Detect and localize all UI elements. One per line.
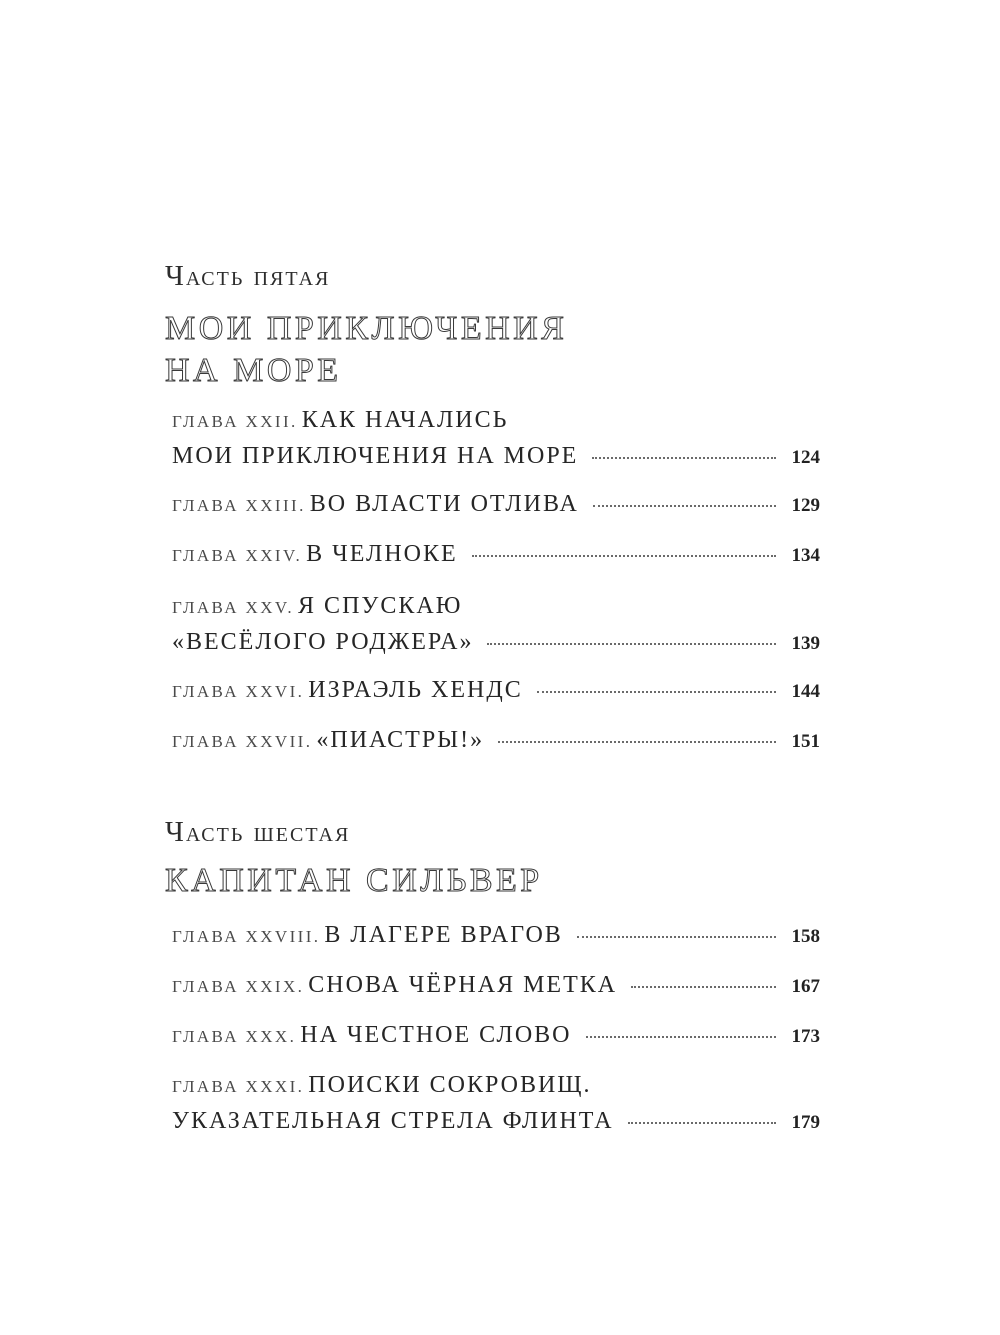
dot-leader	[593, 505, 776, 507]
part-5-header	[165, 258, 825, 392]
page-number: 173	[791, 1026, 820, 1047]
page-number: 179	[791, 1112, 820, 1133]
page-number: 158	[791, 926, 820, 947]
chapter-label: ГЛАВА XXIX.	[172, 977, 305, 996]
chapter-label: ГЛАВА XXII.	[172, 412, 298, 431]
chapter-title: «ПИАСТРЫ!»	[316, 727, 485, 753]
chapter-title: КАК НАЧАЛИСЬ	[301, 407, 509, 433]
chapter-label: ГЛАВА XXXI.	[172, 1077, 305, 1096]
dot-leader	[628, 1122, 776, 1124]
chapter-title: МОИ ПРИКЛЮЧЕНИЯ НА МОРЕ	[172, 443, 579, 469]
chapter-title: «ВЕСЁЛОГО РОДЖЕРА»	[172, 629, 474, 655]
page-number: 167	[791, 976, 820, 997]
toc-entry-chapter-30[interactable]	[172, 1017, 820, 1053]
chapter-title: Я СПУСКАЮ	[298, 593, 463, 619]
toc-entry-chapter-26[interactable]	[172, 672, 820, 708]
chapter-label: ГЛАВА XXVII.	[172, 732, 313, 751]
page-number: 124	[791, 447, 820, 468]
page-number: 134	[791, 545, 820, 566]
chapter-title: ИЗРАЭЛЬ ХЕНДС	[308, 677, 523, 703]
chapter-title: УКАЗАТЕЛЬНАЯ СТРЕЛА ФЛИНТА	[172, 1108, 614, 1134]
chapter-title: В ЛАГЕРЕ ВРАГОВ	[324, 922, 563, 948]
part-title-line: КАПИТАН СИЛЬВЕР	[165, 862, 543, 899]
toc-entry-chapter-29[interactable]	[172, 967, 820, 1003]
dot-leader	[592, 457, 776, 459]
dot-leader	[537, 691, 776, 693]
part-label: Часть пятая	[165, 260, 331, 292]
page-number: 129	[791, 495, 820, 516]
chapter-title: В ЧЕЛНОКЕ	[306, 541, 458, 567]
toc-entry-chapter-31[interactable]	[172, 1067, 820, 1139]
chapter-title: СНОВА ЧЁРНАЯ МЕТКА	[308, 972, 618, 998]
part-title-line: МОИ ПРИКЛЮЧЕНИЯ	[165, 310, 568, 347]
chapter-title: НА ЧЕСТНОЕ СЛОВО	[300, 1022, 572, 1048]
toc-entry-chapter-24[interactable]	[172, 536, 820, 572]
chapter-label: ГЛАВА XXVIII.	[172, 927, 321, 946]
chapter-label: ГЛАВА XXIII.	[172, 496, 306, 515]
part-label: Часть шестая	[165, 816, 351, 848]
toc-entry-chapter-23[interactable]	[172, 486, 820, 522]
toc-entry-chapter-27[interactable]	[172, 722, 820, 758]
page-number: 139	[791, 633, 820, 654]
part-6-header	[165, 814, 825, 902]
toc-entry-chapter-28[interactable]	[172, 917, 820, 953]
dot-leader	[487, 643, 776, 645]
page-number: 151	[791, 731, 820, 752]
chapter-title: ВО ВЛАСТИ ОТЛИВА	[309, 491, 579, 517]
part-title-line: НА МОРЕ	[165, 352, 342, 389]
dot-leader	[631, 986, 776, 988]
chapter-label: ГЛАВА XXIV.	[172, 546, 303, 565]
chapter-label: ГЛАВА XXV.	[172, 598, 295, 617]
chapter-label: ГЛАВА XXVI.	[172, 682, 305, 701]
dot-leader	[472, 555, 776, 557]
dot-leader	[577, 936, 776, 938]
toc-entry-chapter-22[interactable]	[172, 402, 820, 474]
chapter-label: ГЛАВА XXX.	[172, 1027, 297, 1046]
toc-entry-chapter-25[interactable]	[172, 588, 820, 660]
page-number: 144	[791, 681, 820, 702]
dot-leader	[586, 1036, 776, 1038]
dot-leader	[498, 741, 776, 743]
chapter-title: ПОИСКИ СОКРОВИЩ.	[308, 1072, 592, 1098]
